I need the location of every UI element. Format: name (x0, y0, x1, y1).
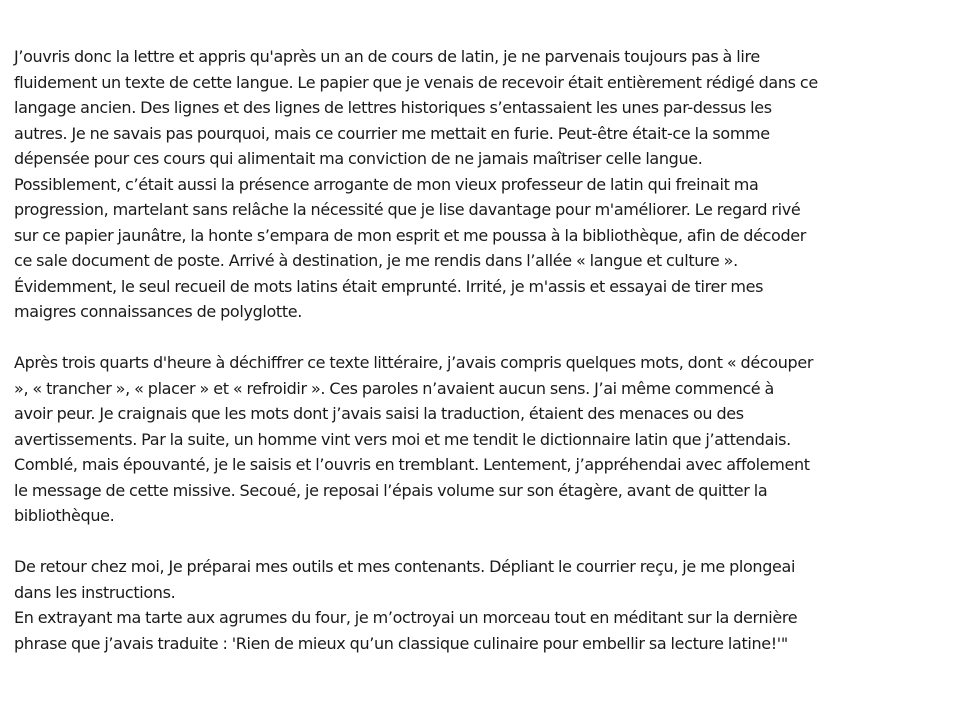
paragraph-1 (14, 44, 958, 325)
text-line: progression, martelant sans relâche la nécessité que je lise davantage pour m'améliorer. Le regard rivé (14, 200, 801, 219)
paragraph-3 (14, 554, 958, 656)
document-body (14, 44, 958, 656)
paragraph-2 (14, 350, 958, 529)
text-line: En extrayant ma tarte aux agrumes du four, je m’octroyai un morceau tout en méditant sur la dernière (14, 608, 798, 627)
text-line: dépensée pour ces cours qui alimentait ma conviction de ne jamais maîtriser celle langue. (14, 149, 703, 168)
text-line: phrase que j’avais traduite : 'Rien de mieux qu’un classique culinaire pour embellir sa lecture latine!'" (14, 633, 788, 653)
text-line: dans les instructions. (14, 582, 176, 602)
text-line: langage ancien. Des lignes et des lignes de lettres historiques s’entassaient les unes par-dessus les (14, 98, 772, 117)
text-line: bibliothèque. (14, 506, 115, 525)
text-line: Après trois quarts d'heure à déchiffrer ce texte littéraire, j’avais compris quelques mots, dont « découper (14, 353, 814, 372)
text-line: J’ouvris donc la lettre et appris qu'après un an de cours de latin, je ne parvenais toujours pas à lire (14, 47, 760, 66)
text-line: Évidemment, le seul recueil de mots latins était emprunté. Irrité, je m'assis et essayai de tirer mes (14, 276, 764, 296)
text-line: avoir peur. Je craignais que les mots dont j’avais saisi la traduction, étaient des menaces ou des (14, 404, 744, 423)
text-line: ce sale document de poste. Arrivé à destination, je me rendis dans l’allée « langue et culture ». (14, 251, 738, 270)
text-line: avertissements. Par la suite, un homme vint vers moi et me tendit le dictionnaire latin que j’attendais. (14, 429, 791, 449)
text-line: autres. Je ne savais pas pourquoi, mais ce courrier me mettait en furie. Peut-être était-ce la somme (14, 123, 770, 143)
text-line: le message de cette missive. Secoué, je reposai l’épais volume sur son étagère, avant de quitter la (14, 480, 768, 500)
text-line: sur ce papier jaunâtre, la honte s’empara de mon esprit et me poussa à la bibliothèque, afin de décoder (14, 225, 806, 245)
text-line: De retour chez moi, Je préparai mes outils et mes contenants. Dépliant le courrier reçu, je me plongeai (14, 557, 796, 576)
text-line: maigres connaissances de polyglotte. (14, 302, 302, 321)
text-line: Possiblement, c’était aussi la présence arrogante de mon vieux professeur de latin qui freinait ma (14, 174, 759, 194)
paragraph-spacer (14, 325, 958, 351)
text-line: », « trancher », « placer » et « refroidir ». Ces paroles n’avaient aucun sens. J’ai même commencé à (14, 378, 774, 398)
text-line: fluidement un texte de cette langue. Le papier que je venais de recevoir était entièrement rédigé dans ce (14, 72, 818, 92)
paragraph-spacer (14, 529, 958, 555)
text-line: Comblé, mais épouvanté, je le saisis et l’ouvris en tremblant. Lentement, j’appréhendai avec affolement (14, 455, 810, 474)
